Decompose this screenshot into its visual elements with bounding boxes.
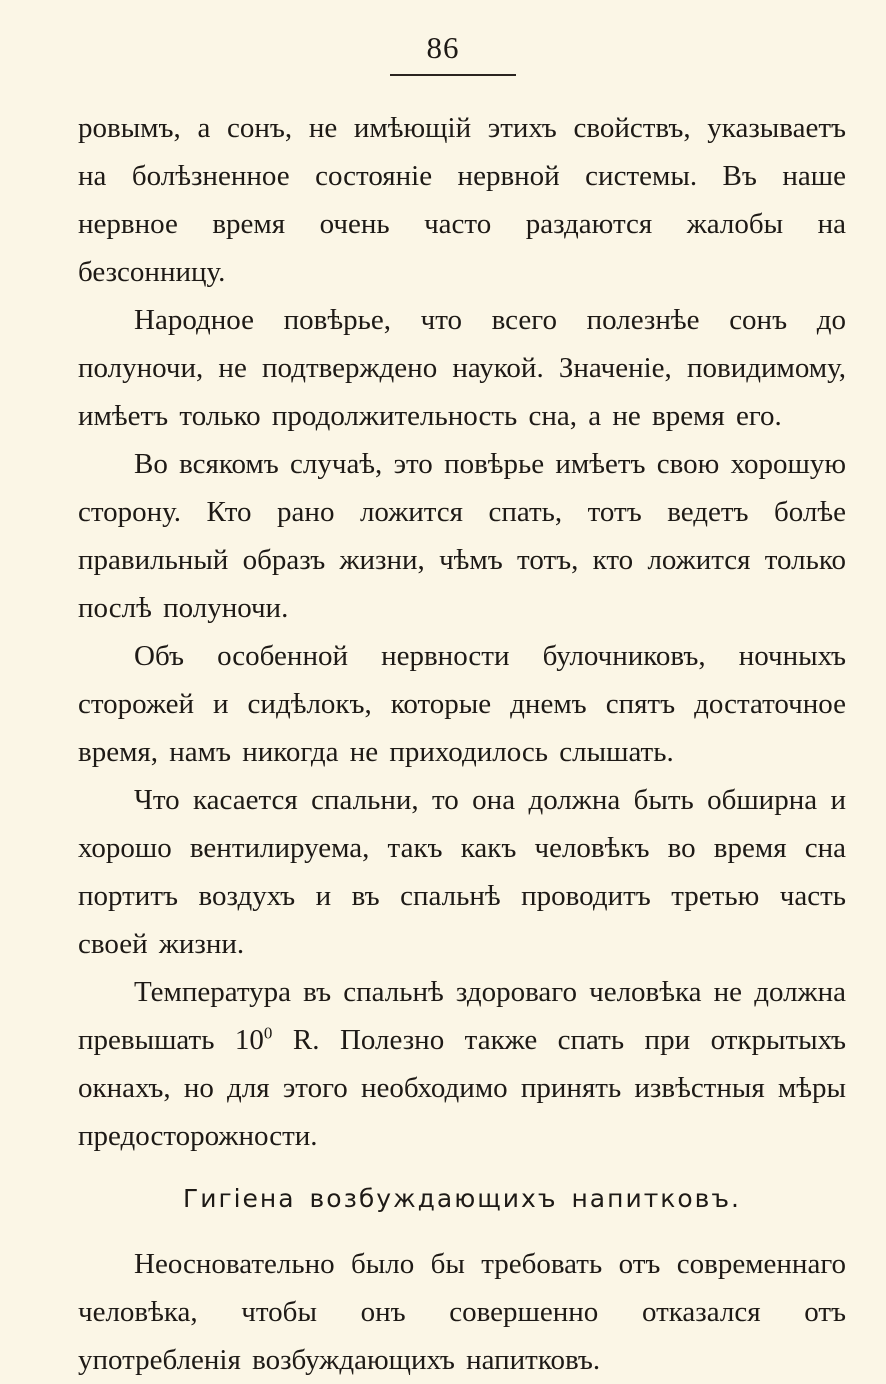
paragraph-stimulants: Неосновательно было бы требовать отъ современнаго человѣка, чтобы онъ совершенно отказался отъ употребленія возбуждающихъ напитковъ.: [78, 1248, 846, 1376]
paragraph-early-sleep: Во всякомъ случаѣ, это повѣрье имѣетъ свою хорошую сторону. Кто рано ложится спать, тотъ ведетъ болѣе правильный образъ жизни, чѣмъ тотъ, кто ложится только послѣ полуночи.: [78, 448, 846, 624]
paragraph-folk-belief: Народное повѣрье, что всего полезнѣе сонъ до полуночи, не подтверждено наукой. Значеніе, повидимому, имѣетъ только продолжительность сна, а не время его.: [78, 304, 846, 432]
temperature-text-before: Температура въ спальнѣ здороваго человѣка не должна превышать 10: [78, 976, 846, 1056]
paragraph-continued: ровымъ, а сонъ, не имѣющій этихъ свойствъ, указываетъ на болѣзненное состояніе нервной системы. Въ наше нервное время очень часто раздаются жалобы на безсонницу.: [78, 112, 846, 288]
page-number: 86: [426, 30, 460, 65]
section-heading: Гигіена возбуждающихъ напитковъ.: [182, 1184, 742, 1213]
body-text: [78, 104, 846, 1384]
degree-superscript: 0: [263, 1023, 273, 1043]
paragraph-bedroom: Что касается спальни, то она должна быть обширна и хорошо вентилируема, такъ какъ человѣкъ во время сна портитъ воздухъ и въ спальнѣ проводитъ третью часть своей жизни.: [78, 784, 846, 960]
header-rule: [390, 74, 516, 76]
temperature-text-after: R. Полезно также спать при открытыхъ окнахъ, но для этого необходимо принять извѣстныя мѣры предосторожности.: [78, 1024, 846, 1152]
paragraph-temperature: [78, 968, 846, 1160]
paragraph-night-workers: Объ особенной нервности булочниковъ, ночныхъ сторожей и сидѣлокъ, которые днемъ спятъ достаточное время, намъ никогда не приходилось слышать.: [78, 640, 846, 768]
